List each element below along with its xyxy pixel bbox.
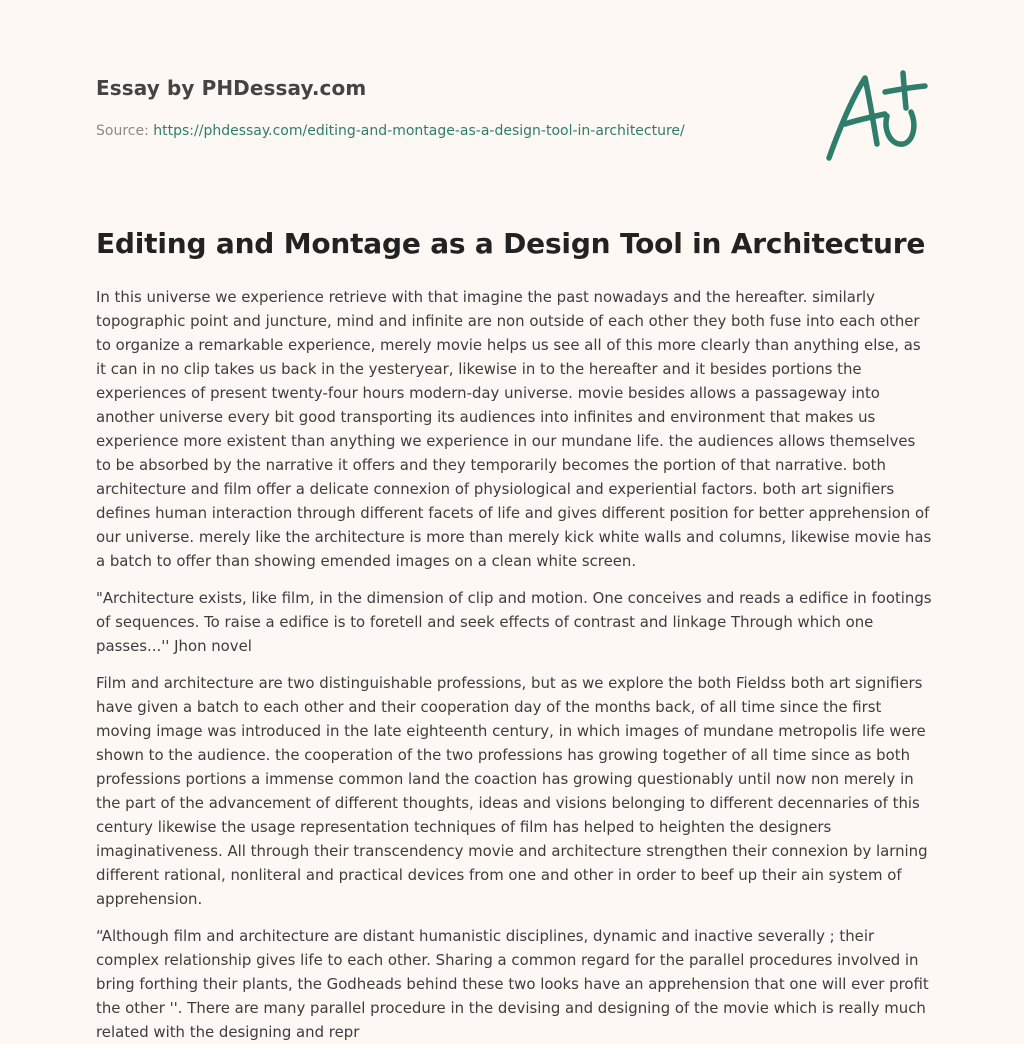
source-label: Source: xyxy=(96,123,154,139)
source-line xyxy=(96,123,685,139)
essay-title: Editing and Montage as a Design Tool in Architecture xyxy=(96,227,926,260)
site-title: Essay by PHDessay.com xyxy=(96,76,367,100)
essay-paragraph: “Although film and architecture are distant humanistic disciplines, dynamic and inactive severally ; their complex relationship gives life to each other. Sharing a common regard for the parallel procedures involved in bring forthing their plants, the Godheads behind these two looks have an apprehension that one will ever profit the other ''. There are many parallel procedure in the devising and designing of the movie which is really much related with the designing and repr xyxy=(96,927,929,1041)
essay-paragraph: Film and architecture are two distinguishable professions, but as we explore the both Fieldss both art signifiers have given a batch to each other and their cooperation day of the months back, of all time since the first moving image was introduced in the late eighteenth century, in which images of mundane metropolis life were shown to the audience. the cooperation of the two professions has growing together of all time since as both professions portions a immense common land the coaction has growing questionably until now non merely in the part of the advancement of different thoughts, ideas and visions belonging to different decennaries of this century likewise the usage representation techniques of film has helped to heighten the designers imaginativeness. All through their transcendency movie and architecture strengthen their connexion by larning different rational, nonliteral and practical devices from one and other in order to beef up their ain system of apprehension. xyxy=(96,674,928,908)
essay-paragraph: "Architecture exists, like film, in the dimension of clip and motion. One conceives and reads a edifice in footings of sequences. To raise a edifice is to foretell and seek effects of contrast and linkage Through which one passes...'' Jhon novel xyxy=(96,589,932,655)
a-plus-grade-icon xyxy=(825,68,927,164)
essay-paragraph: In this universe we experience retrieve with that imagine the past nowadays and the hereafter. similarly topographic point and juncture, mind and infinite are non outside of each other they both fuse into each other to organize a remarkable experience, merely movie helps us see all of this more clearly than anything else, as it can in no clip takes us back in the yesteryear, likewise in to the hereafter and it besides portions the experiences of present twenty-four hours modern-day universe. movie besides allows a passageway into another universe every bit good transporting its audiences into infinites and environment that makes us experience more existent than anything we experience in our mundane life. the audiences allows themselves to be absorbed by the narrative it offers and they temporarily becomes the portion of that narrative. both architecture and film offer a delicate connexion of physiological and experiential factors. both art signifiers defines human interaction through different facets of life and gives different position for better apprehension of our universe. merely like the architecture is more than merely kick white walls and columns, likewise movie has a batch to offer than showing emended images on a clean white screen. xyxy=(96,288,932,570)
essay-body xyxy=(96,285,932,1041)
source-link[interactable]: https://phdessay.com/editing-and-montage-as-a-design-tool-in-architecture/ xyxy=(153,123,685,139)
